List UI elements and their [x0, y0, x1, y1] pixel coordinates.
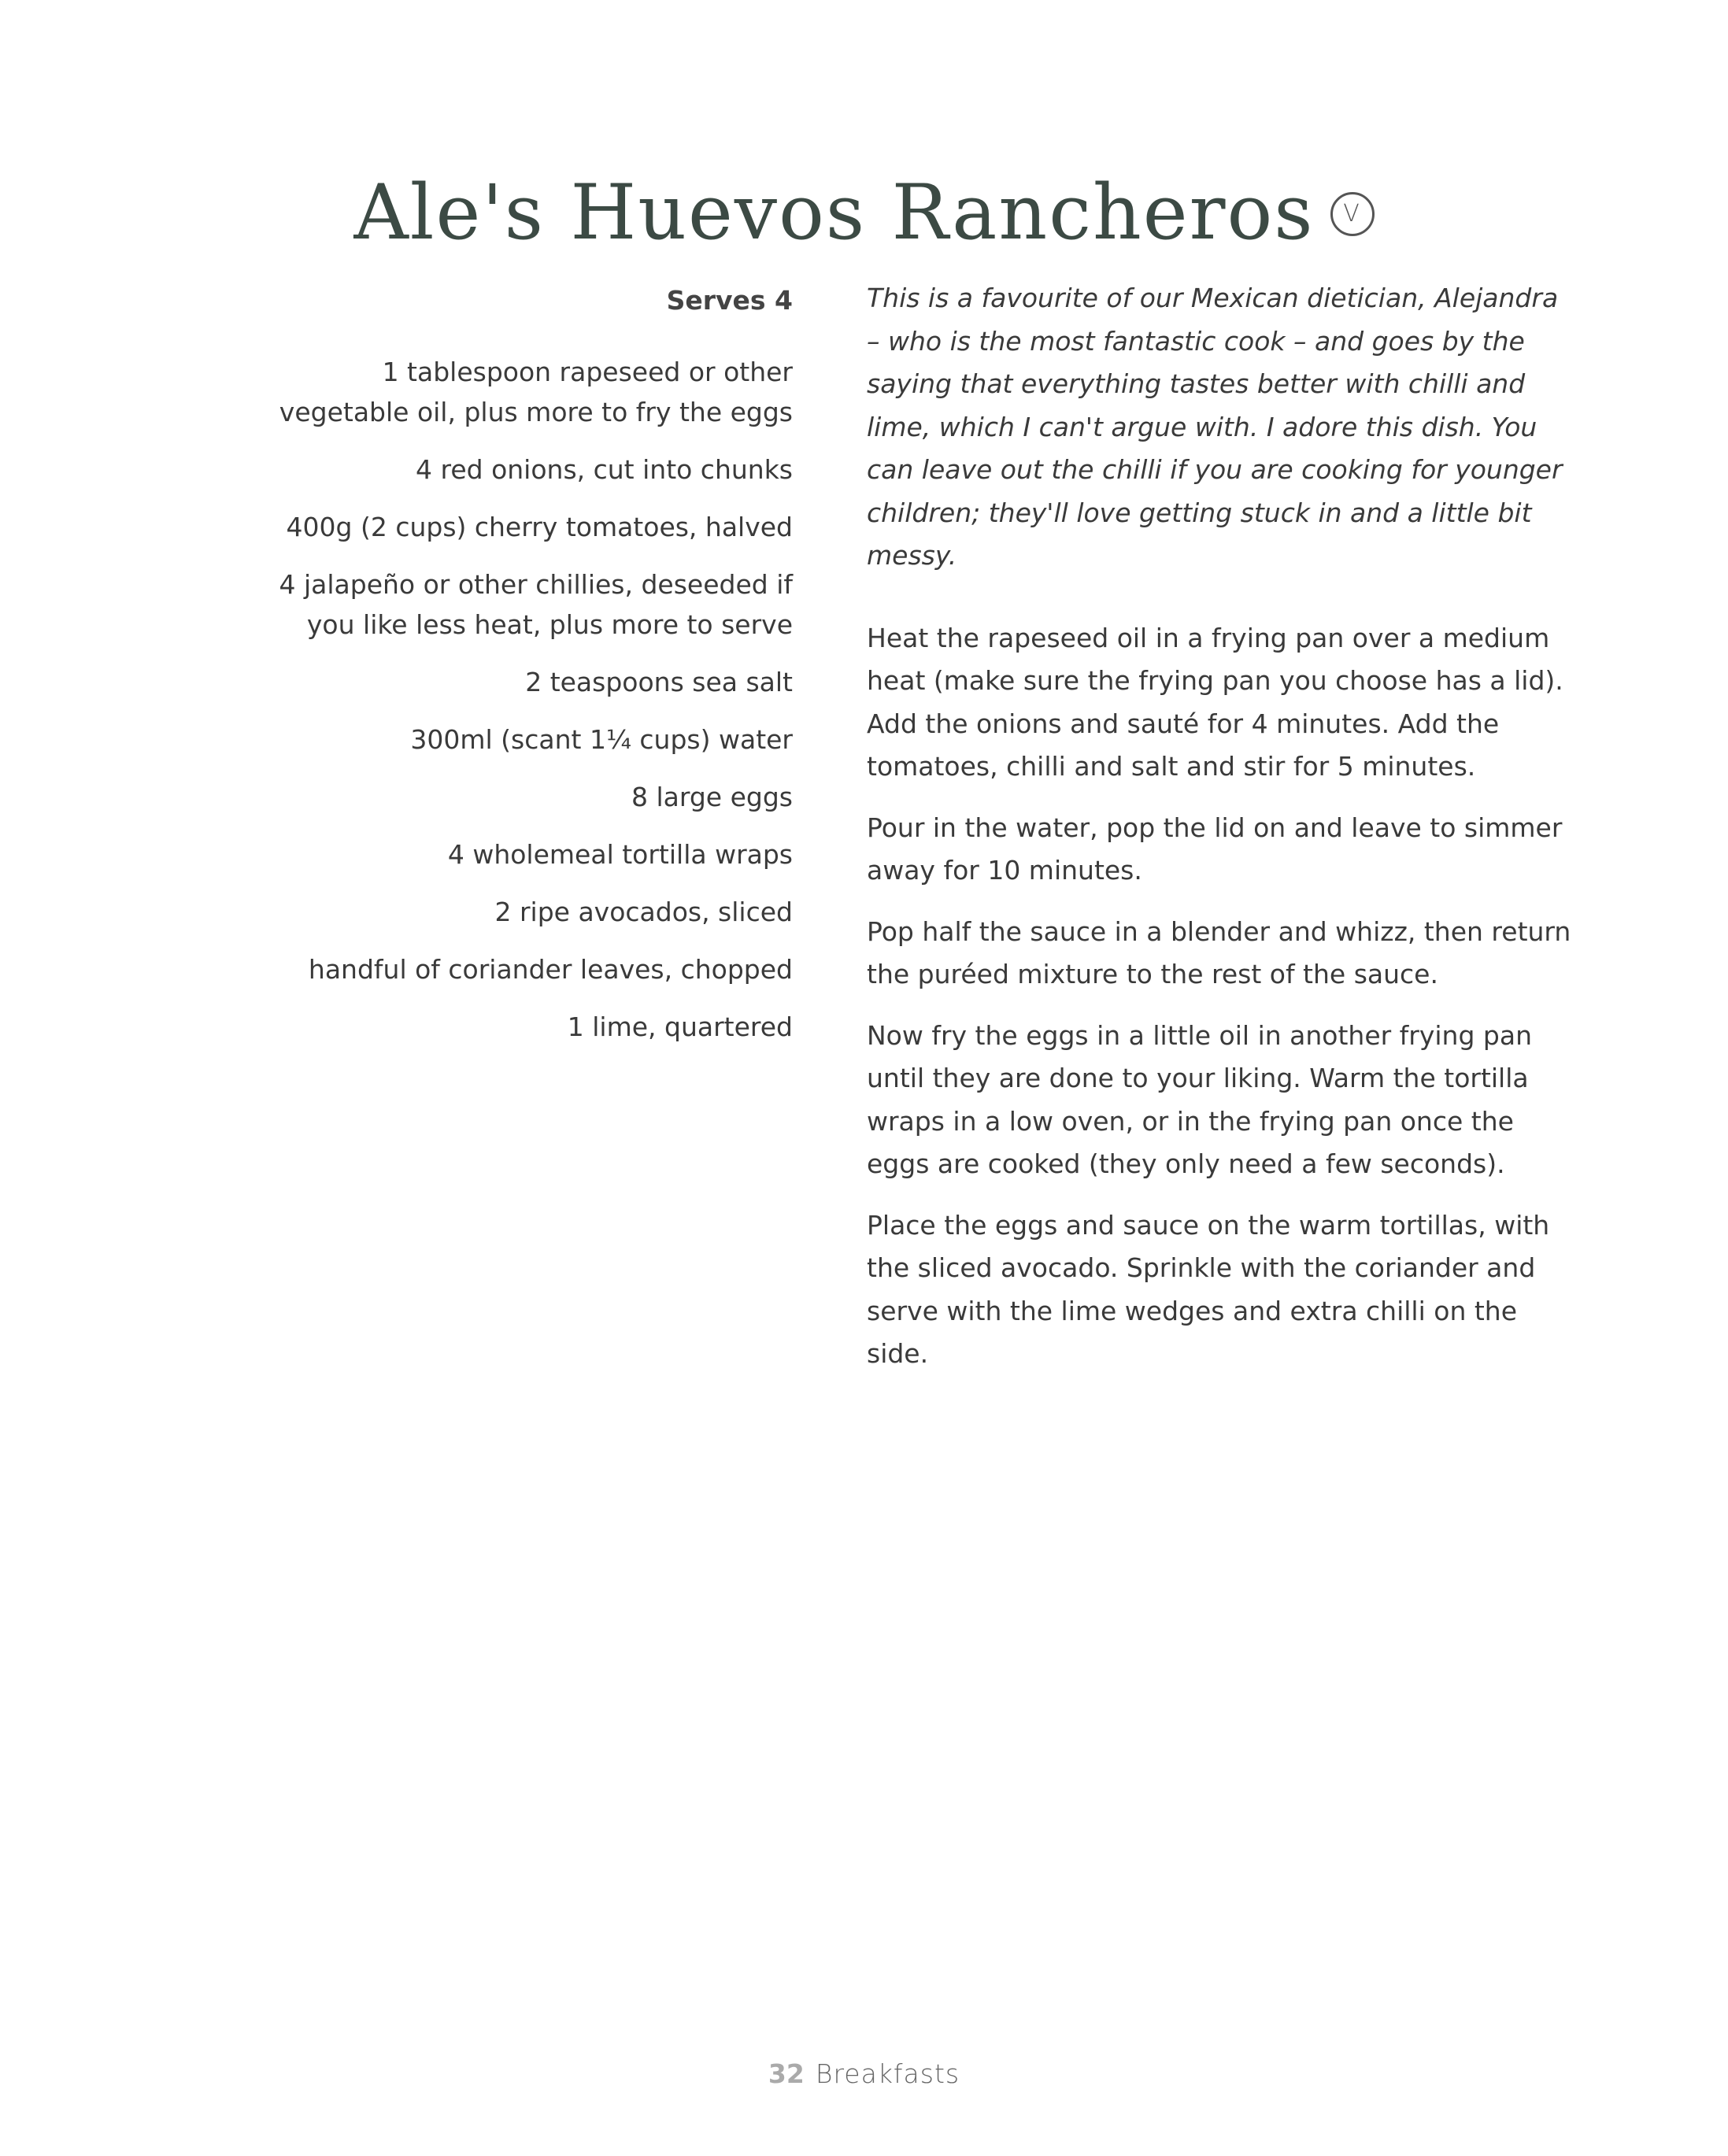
ingredient-item — [242, 949, 793, 989]
ingredient-item — [242, 777, 793, 817]
ingredient-line: vegetable oil, plus more to fry the eggs — [279, 397, 793, 427]
method-steps — [867, 617, 1575, 1376]
ingredient-line: 8 large eggs — [631, 782, 793, 812]
method-step: Place the eggs and sauce on the warm tortillas, with the sliced avocado. Sprinkle with the coriander and serve with the lime wedges and extra chilli on the side. — [867, 1209, 1550, 1369]
method-column — [867, 277, 1575, 1394]
method-step: Pop half the sauce in a blender and whizz, then return the puréed mixture to the rest of the sauce. — [867, 915, 1571, 989]
recipe-title-text: Ale's Huevos Rancheros — [353, 168, 1315, 257]
page-footer — [0, 2058, 1728, 2089]
serves-label: Serves 4 — [666, 285, 793, 316]
ingredient-item — [242, 352, 793, 432]
ingredient-item — [242, 564, 793, 645]
vegetarian-icon: V — [1330, 192, 1375, 236]
ingredient-line: 1 lime, quartered — [567, 1011, 793, 1042]
ingredient-line: 4 red onions, cut into chunks — [416, 454, 793, 485]
ingredient-item — [242, 834, 793, 875]
ingredient-line: 1 tablespoon rapeseed or other — [382, 357, 793, 387]
ingredient-line: 2 ripe avocados, sliced — [494, 897, 793, 927]
page-number: 32 — [768, 2058, 805, 2089]
intro-text: This is a favourite of our Mexican dietician, Alejandra – who is the most fantastic cook – and goes by the saying that everything tastes better with chilli and lime, which I can't argue with. I adore this dish. You can leave out the chilli if you are cooking for younger children; they'll love getting stuck in and a little bit messy. — [867, 283, 1563, 571]
ingredient-line: you like less heat, plus more to serve — [306, 609, 793, 640]
ingredient-line: 400g (2 cups) cherry tomatoes, halved — [286, 512, 793, 542]
ingredient-line: 300ml (scant 1¼ cups) water — [410, 724, 793, 755]
ingredient-item — [242, 892, 793, 932]
method-step: Heat the rapeseed oil in a frying pan over a medium heat (make sure the frying pan you choose has a lid). Add the onions and sauté for 4 minutes. Add the tomatoes, chilli and salt and stir for 5 minutes. — [867, 622, 1563, 782]
ingredient-line: handful of coriander leaves, chopped — [308, 954, 793, 985]
ingredient-item — [242, 1007, 793, 1047]
method-step: Now fry the eggs in a little oil in another frying pan until they are done to your liking. Warm the tortilla wraps in a low oven, or in the frying pan once the eggs are cooked (they only need a few seconds). — [867, 1019, 1532, 1179]
ingredient-list — [242, 352, 793, 1047]
ingredient-item — [242, 719, 793, 760]
ingredients-column — [242, 280, 793, 1064]
ingredient-item — [242, 449, 793, 490]
ingredient-line: 2 teaspoons sea salt — [525, 667, 793, 697]
method-step: Pour in the water, pop the lid on and leave to simmer away for 10 minutes. — [867, 812, 1563, 886]
ingredient-item — [242, 662, 793, 702]
section-name: Breakfasts — [815, 2058, 960, 2089]
recipe-title — [0, 168, 1728, 257]
ingredient-line: 4 jalapeño or other chillies, deseeded if — [279, 569, 793, 600]
ingredient-line: 4 wholemeal tortilla wraps — [447, 839, 793, 870]
ingredient-item — [242, 507, 793, 547]
